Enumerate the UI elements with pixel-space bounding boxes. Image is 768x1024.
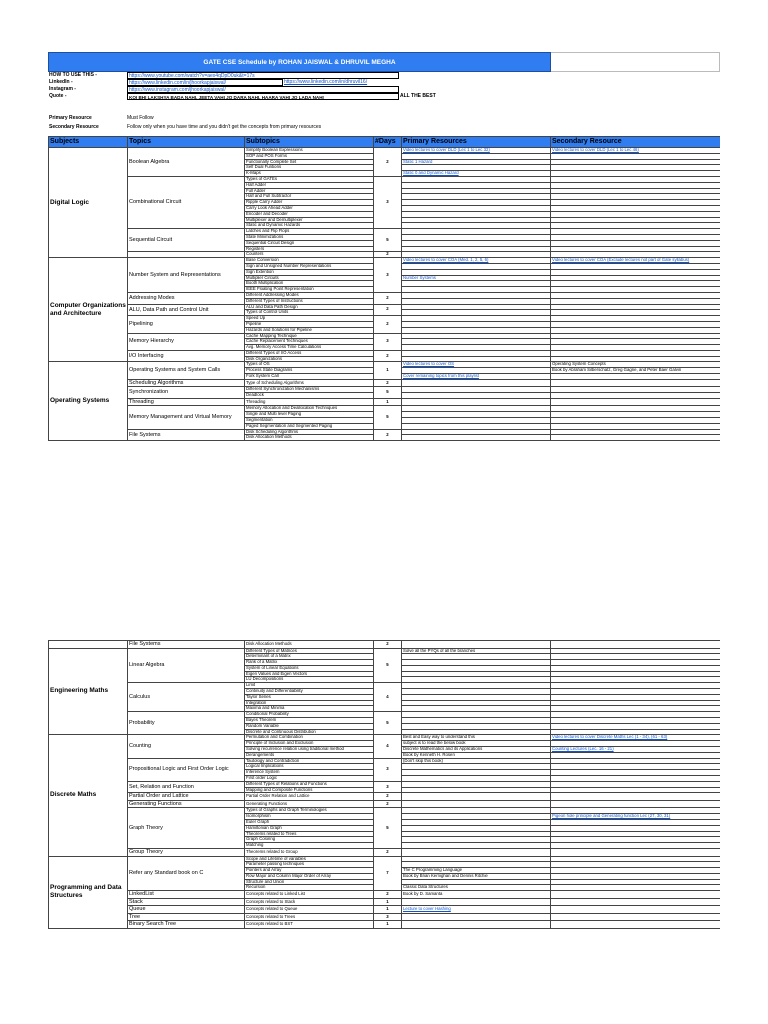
topic-cell: Set, Relation and Function: [128, 781, 245, 793]
secondary-resource-cell: [551, 641, 721, 649]
subtopic-cell: Fork System Call: [245, 374, 374, 380]
topic-cell: I/O Interfacing: [128, 350, 245, 362]
days-cell: 5: [374, 387, 402, 399]
subtopic-cell: Disk Allocation Methods: [245, 641, 374, 649]
subtopic-cell: Full Adder: [245, 188, 374, 194]
topic-cell: Pipelining: [128, 316, 245, 333]
subtopic-cell: Disk Scheduling Algorithms: [245, 429, 374, 435]
p2-row: [49, 906, 721, 914]
all-the-best: ALL THE BEST: [400, 93, 436, 99]
subtopic-cell: Disk Allocation Methods: [245, 435, 374, 441]
subtopic-cell: Limit: [245, 683, 374, 689]
subtopic-cell: Segmentation: [245, 418, 374, 424]
subtopic-cell: Theorems related to Group: [245, 849, 374, 857]
subtopic-cell: First order Logic: [245, 776, 374, 782]
days-cell: 2: [374, 429, 402, 441]
secondary-resource-cell: Book by Abraham Silberschatz, Greg Gagne, and Peter Baer Galvin: [551, 368, 721, 374]
primary-resource-cell: [402, 921, 551, 929]
subtopic-cell: Random Variable: [245, 723, 374, 729]
subtopic-cell: Structure and Union: [245, 879, 374, 885]
topic-cell: Scheduling Algorithms: [128, 379, 245, 387]
topic-cell: Sequential Circuit: [128, 229, 245, 252]
days-cell: 2: [374, 641, 402, 649]
secondary-resource-cell: [551, 913, 721, 921]
subtopic-cell: Permutation and Combination: [245, 735, 374, 741]
subject-cell: Discrete Maths: [49, 735, 128, 856]
secondary-resource-cell: [551, 906, 721, 914]
subtopic-cell: Static and Dynamic Hazards: [245, 223, 374, 229]
topic-cell: Partial Order and Lattice: [128, 793, 245, 801]
topic-cell: Generating Functions: [128, 800, 245, 808]
p1-row: [49, 148, 721, 154]
p2-row: [49, 793, 721, 801]
subtopic-cell: Matching: [245, 843, 374, 849]
subtopic-cell: Different Types of I/O Access: [245, 350, 374, 356]
primary-resource-cell: [402, 849, 551, 857]
primary-resource-cell[interactable]: Video lectures to cover COA (Med. 1, 2, 5, 6): [402, 258, 551, 264]
topic-cell: Number System and Representations: [128, 258, 245, 293]
primary-resource-cell: [402, 898, 551, 906]
topic-cell: LinkedList: [128, 891, 245, 899]
subtopic-cell: Base Conversion: [245, 258, 374, 264]
primary-resource-cell: [402, 435, 551, 441]
subtopic-cell: Taylor Series: [245, 694, 374, 700]
subtopic-cell: Different Addressing Modes: [245, 292, 374, 298]
how-to-link[interactable]: https://www.youtube.com/watch?v=aex4qDpD0uk&t=17s: [127, 72, 399, 79]
days-cell: 2: [374, 891, 402, 899]
subtopic-cell: Avg. Memory Access Time Calculations: [245, 345, 374, 351]
subtopic-cell: Row Major and Column Major Order of Array: [245, 873, 374, 879]
primary-resource-cell: [402, 641, 551, 649]
subtopic-cell: Functionally Complete Set: [245, 159, 374, 165]
days-cell: 4: [374, 735, 402, 758]
subtopic-cell: Recursion: [245, 885, 374, 891]
subtopic-cell: Sign and Unsigned Number Representations: [245, 263, 374, 269]
subtopic-cell: Carry Look Ahead Adder: [245, 205, 374, 211]
days-cell: 1: [374, 362, 402, 379]
sheet-title: GATE CSE Schedule by ROHAN JAISWAL & DHRUVIL MEGHA: [48, 52, 551, 72]
subtopic-cell: SOP and POS Forms: [245, 153, 374, 159]
primary-resource-cell: Book by D. Samanta: [402, 891, 551, 899]
subtopic-cell: Single and Multi level Paging: [245, 412, 374, 418]
topic-cell: Graph Theory: [128, 808, 245, 849]
header-cell-5: Secondary Resource: [551, 137, 721, 148]
topic-cell: Linear Algebra: [128, 648, 245, 683]
linkedin-label: LinkedIn -: [49, 79, 73, 85]
subject-cell: Computer Organizations and Architecture: [49, 258, 128, 362]
subtopic-cell: Theorems related to Trees: [245, 831, 374, 837]
quote-row: [48, 93, 720, 100]
subtopic-cell: Sequential Circuit Design: [245, 240, 374, 246]
days-cell: 2: [374, 849, 402, 857]
header-cell-2: Subtopics: [245, 137, 374, 148]
p1-row: [49, 398, 721, 406]
subtopic-cell: Determinant of a Matrix: [245, 654, 374, 660]
subtopic-cell: ALU and Data Path Design: [245, 304, 374, 310]
subtopic-cell: Euler Graph: [245, 820, 374, 826]
primary-resource-cell[interactable]: Lecture to cover Hashing: [402, 906, 551, 914]
subtopic-cell: Integration: [245, 700, 374, 706]
subtopic-cell: Conditional Probability: [245, 712, 374, 718]
subject-cell: [49, 641, 128, 649]
primary-resource-cell: [402, 800, 551, 808]
subtopic-cell: Solving recurrence relation using traditional method: [245, 747, 374, 753]
primary-resource-cell[interactable]: Video lectures to cover OS: [402, 362, 551, 368]
subtopic-cell: Threading: [245, 398, 374, 406]
subtopic-cell: Scope and Lifetime of variables: [245, 856, 374, 862]
primary-resource-cell: [402, 379, 551, 387]
subtopic-cell: Multiplexer and Demultiplexer: [245, 217, 374, 223]
subtopic-cell: IEEE Floating Point Representation: [245, 287, 374, 293]
subtopic-cell: Eigen Values and Eigen Vectors: [245, 671, 374, 677]
primary-resource-cell: [402, 398, 551, 406]
topic-cell: Queue: [128, 906, 245, 914]
days-cell: 3: [374, 333, 402, 350]
sheet-page-1: [48, 52, 720, 536]
topic-cell: Memory Management and Virtual Memory: [128, 406, 245, 429]
subtopic-cell: Different Types of Matrices: [245, 648, 374, 654]
p2-row: [49, 735, 721, 741]
p2-row: [49, 891, 721, 899]
subtopic-cell: Maxima and Minima: [245, 706, 374, 712]
subtopic-cell: Isomorphism: [245, 814, 374, 820]
subtopic-cell: Disk Organizations: [245, 356, 374, 362]
subtopic-cell: Mapping and Composite Functions: [245, 787, 374, 793]
header-cell-4: Primary Resources: [402, 137, 551, 148]
subtopic-cell: Cache Mapping Technique: [245, 333, 374, 339]
subtopic-cell: State Minimizations: [245, 234, 374, 240]
topic-cell: Stack: [128, 898, 245, 906]
subtopic-cell: Concepts related to Trees: [245, 913, 374, 921]
primary-resource-cell: Best and Easy way to understand this: [402, 735, 551, 741]
topic-cell: Addressing Modes: [128, 292, 245, 304]
title-blank-cell: [551, 52, 720, 72]
subtopic-cell: Inference System: [245, 770, 374, 776]
secondary-resource-cell[interactable]: Counting Lectures (Lec. 16 - 21): [551, 747, 721, 753]
linkedin-row: [48, 79, 720, 86]
days-cell: 1: [374, 921, 402, 929]
subtopic-cell: Concepts related to Stack: [245, 898, 374, 906]
topic-cell: Tree: [128, 913, 245, 921]
p2-row: [49, 800, 721, 808]
subtopic-cell: Encoder and Decoder: [245, 211, 374, 217]
days-cell: 3: [374, 781, 402, 793]
subtopic-cell: Half Adder: [245, 182, 374, 188]
subtopic-cell: Different Types of Instructions: [245, 298, 374, 304]
secondary-resource-cell: [551, 891, 721, 899]
subtopic-cell: Multiplier Circuits: [245, 275, 374, 281]
topic-cell: Group Theory: [128, 849, 245, 857]
subtopic-cell: Continuity and Differentiability: [245, 689, 374, 695]
topic-cell: File Systems: [128, 641, 245, 649]
days-cell: 5: [374, 648, 402, 683]
days-cell: 1: [374, 398, 402, 406]
quote-label: Quote -: [49, 93, 67, 99]
secondary-resource-cell: [551, 435, 721, 441]
secondary-resource-label: Secondary Resource: [49, 124, 99, 130]
primary-resource-cell[interactable]: Static 1 Hazard: [402, 159, 551, 165]
subtopic-cell: Discrete and Continuous Distribution: [245, 729, 374, 735]
primary-resource-cell[interactable]: Number Systems: [402, 275, 551, 281]
subtopic-cell: Parameter passing techniques: [245, 862, 374, 868]
subject-cell: Programming and Data Structures: [49, 856, 128, 928]
days-cell: 2: [374, 252, 402, 258]
subtopic-cell: Types of OS: [245, 362, 374, 368]
subject-cell: Operating Systems: [49, 362, 128, 441]
primary-resource-cell: The C Programming Language: [402, 868, 551, 874]
secondary-resource-cell: [551, 921, 721, 929]
primary-resource-cell: (Don't skip this book): [402, 758, 551, 764]
subtopic-cell: Different Synchronization Mechanisms: [245, 387, 374, 393]
header-cell-1: Topics: [128, 137, 245, 148]
subtopic-cell: Counters: [245, 252, 374, 258]
linkedin-link-2[interactable]: https://www.linkedin.com/in/dhruvil16/: [284, 79, 368, 85]
secondary-resource-cell: Operating System Concepts: [551, 362, 721, 368]
days-cell: 2: [374, 350, 402, 362]
secondary-resource-cell: [551, 800, 721, 808]
subject-cell: Digital Logic: [49, 148, 128, 258]
secondary-resource-cell[interactable]: Video lectures to cover COA (Exclude lectures not part of Gate syllabus): [551, 258, 721, 264]
primary-resource-cell: Book by Kenneth H. Rosen: [402, 752, 551, 758]
days-cell: 5: [374, 808, 402, 849]
topic-cell: Counting: [128, 735, 245, 758]
days-cell: 3: [374, 176, 402, 228]
page-gap: [0, 536, 768, 640]
secondary-resource-cell[interactable]: Pigeon hole principle and Generating function Lec (27, 30, 31): [551, 814, 721, 820]
subtopic-cell: Concepts related to Linked List: [245, 891, 374, 899]
subtopic-cell: Hazards and Solutions for Pipeline: [245, 327, 374, 333]
subtopic-cell: Pointers and Array: [245, 868, 374, 874]
days-cell: 4: [374, 683, 402, 712]
subtopic-cell: Partial Order Relation and Lattice: [245, 793, 374, 801]
subtopic-cell: Concepts related to Queue: [245, 906, 374, 914]
subtopic-cell: Latches and Flip Flops: [245, 229, 374, 235]
p2-row: [49, 849, 721, 857]
subtopic-cell: Cache Replacement Techniques: [245, 339, 374, 345]
subtopic-cell: Generating Functions: [245, 800, 374, 808]
subtopic-cell: LU Decompositions: [245, 677, 374, 683]
subtopic-cell: Hamiltonian Graph: [245, 825, 374, 831]
header-cell-0: Subjects: [49, 137, 128, 148]
primary-resource-cell: Discrete Mathematics and its Applications: [402, 747, 551, 753]
subtopic-cell: Memory Allocation and Deallocation Techniques: [245, 406, 374, 412]
days-cell: 2: [374, 793, 402, 801]
subtopic-cell: Sign Extention: [245, 269, 374, 275]
topic-cell: Combinational Circuit: [128, 176, 245, 228]
subtopic-cell: Simplify Boolean Expressions: [245, 148, 374, 154]
p2-row: [49, 913, 721, 921]
topic-cell: Refer any Standard book on C: [128, 856, 245, 891]
primary-resource-cell[interactable]: Cover remaining topics from this playlist: [402, 374, 551, 380]
days-cell: 2: [374, 148, 402, 177]
days-cell: 5: [374, 712, 402, 735]
subtopic-cell: Graph Coloring: [245, 837, 374, 843]
topic-cell: Memory Hierarchy: [128, 333, 245, 350]
p2-row: [49, 898, 721, 906]
primary-resource-cell[interactable]: Video lectures to cover DLD (Lec 1 to Lec 32): [402, 148, 551, 154]
primary-resource-value: Must Follow: [127, 115, 154, 121]
topic-cell: ALU, Data Path and Control Unit: [128, 304, 245, 316]
how-to-label: HOW TO USE THIS -: [49, 72, 97, 78]
instagram-row: [48, 86, 720, 93]
days-cell: 5: [374, 406, 402, 429]
header-cell-3: #Days: [374, 137, 402, 148]
primary-resource-cell: subject is to read the below book: [402, 741, 551, 747]
subtopic-cell: Paged Segmentation and Segmented Paging: [245, 423, 374, 429]
secondary-resource-cell: [551, 898, 721, 906]
topic-cell: Propositional Logic and First Order Logic: [128, 758, 245, 781]
subtopic-cell: Types of Graphs and Graph Terminologies: [245, 808, 374, 814]
subtopic-cell: System of Linear Equations: [245, 665, 374, 671]
days-cell: 3: [374, 913, 402, 921]
subtopic-cell: Deadlock: [245, 393, 374, 399]
days-cell: 2: [374, 292, 402, 304]
topic-cell: Probability: [128, 712, 245, 735]
primary-resource-cell: [402, 793, 551, 801]
topic-cell: Synchronization: [128, 387, 245, 399]
subtopic-cell: Process State Diagrams: [245, 368, 374, 374]
secondary-resource-cell: [551, 849, 721, 857]
subject-cell: Engineering Maths: [49, 648, 128, 735]
subtopic-cell: Derangements: [245, 752, 374, 758]
subtopic-cell: Concepts related to BST: [245, 921, 374, 929]
days-cell: 3: [374, 758, 402, 781]
subtopic-cell: Ripple Carry Adder: [245, 200, 374, 206]
header-row: [49, 137, 721, 148]
instagram-label: Instagram -: [49, 86, 76, 92]
p1-row: [49, 379, 721, 387]
secondary-resource-cell: [551, 379, 721, 387]
subtopic-cell: Pipeline: [245, 321, 374, 327]
primary-resource-cell: Solve all the PYQs of all the branches: [402, 648, 551, 654]
subtopic-cell: Types of Control Units: [245, 310, 374, 316]
subtopic-cell: K-Maps: [245, 171, 374, 177]
p2-cut-row: [49, 641, 721, 649]
days-cell: 2: [374, 316, 402, 333]
subtopic-cell: Principle of Inclusion and Exclusion: [245, 741, 374, 747]
subtopic-cell: Booth Multiplication: [245, 281, 374, 287]
primary-resource-cell: Classic Data Structures: [402, 885, 551, 891]
subtopic-cell: Different Types of Relations and Functions: [245, 781, 374, 787]
how-to-row: [48, 72, 720, 79]
subtopic-cell: Registers: [245, 246, 374, 252]
days-cell: 5: [374, 229, 402, 252]
secondary-resource-value: Follow only when you have time and you didn't get the concepts from primary resources: [127, 124, 322, 130]
p2-row: [49, 921, 721, 929]
days-cell: 3: [374, 258, 402, 293]
topic-cell: Boolean Algebra: [128, 148, 245, 177]
days-cell: 2: [374, 379, 402, 387]
primary-resource-cell[interactable]: Static 0 and Dynamic Hazard: [402, 171, 551, 177]
p1-row: [49, 258, 721, 264]
topic-cell: Threading: [128, 398, 245, 406]
days-cell: 7: [374, 856, 402, 891]
quote-text: KOI BHI LAKSHYA BADA NAHI, JEETA VAHI JO DARA NAHI, HAARA VAHI JO LADA NAHI: [127, 93, 399, 100]
subtopic-cell: Logical Implications: [245, 764, 374, 770]
days-cell: 2: [374, 304, 402, 316]
subtopic-cell: Speed Up: [245, 316, 374, 322]
subtopic-cell: Type of Scheduling Algorithms: [245, 379, 374, 387]
topic-cell: Calculus: [128, 683, 245, 712]
topic-cell: Binary Search Tree: [128, 921, 245, 929]
days-cell: 1: [374, 906, 402, 914]
primary-resource-label: Primary Resource: [49, 115, 92, 121]
primary-resource-cell: Book by Brian Kernighan and Dennis Ritchie: [402, 873, 551, 879]
secondary-resource-cell: [551, 398, 721, 406]
days-cell: 2: [374, 800, 402, 808]
schedule-table-page-2: [48, 640, 720, 929]
subtopic-cell: Half and Full Subtractor: [245, 194, 374, 200]
primary-resource-cell: [402, 913, 551, 921]
subtopic-cell: Tautology and Contradiction: [245, 758, 374, 764]
subtopic-cell: Bayes Theorem: [245, 718, 374, 724]
subtopic-cell: Rank of a Matrix: [245, 660, 374, 666]
linkedin-link-1[interactable]: https://www.linkedin.com/in/jhoorkapjaiswal/: [127, 79, 283, 86]
topic-cell: Operating Systems and System Calls: [128, 362, 245, 379]
sheet-page-2: [48, 640, 720, 1024]
subtopic-cell: Self Dual Funtions: [245, 165, 374, 171]
days-cell: 1: [374, 898, 402, 906]
instagram-link[interactable]: https://www.instagram.com/jhoorkapjaiswal/: [127, 86, 399, 93]
schedule-table-page-1: [48, 136, 720, 441]
secondary-resource-cell[interactable]: Video lectures to cover Discrete Maths Lec (1 - 34), (61 - 63): [551, 735, 721, 741]
secondary-resource-cell: [551, 793, 721, 801]
secondary-resource-cell[interactable]: Video lectures to cover DLD (Lec 1 to Lec 46): [551, 148, 721, 154]
topic-cell: File Systems: [128, 429, 245, 441]
subtopic-cell: Types of GATEs: [245, 176, 374, 182]
